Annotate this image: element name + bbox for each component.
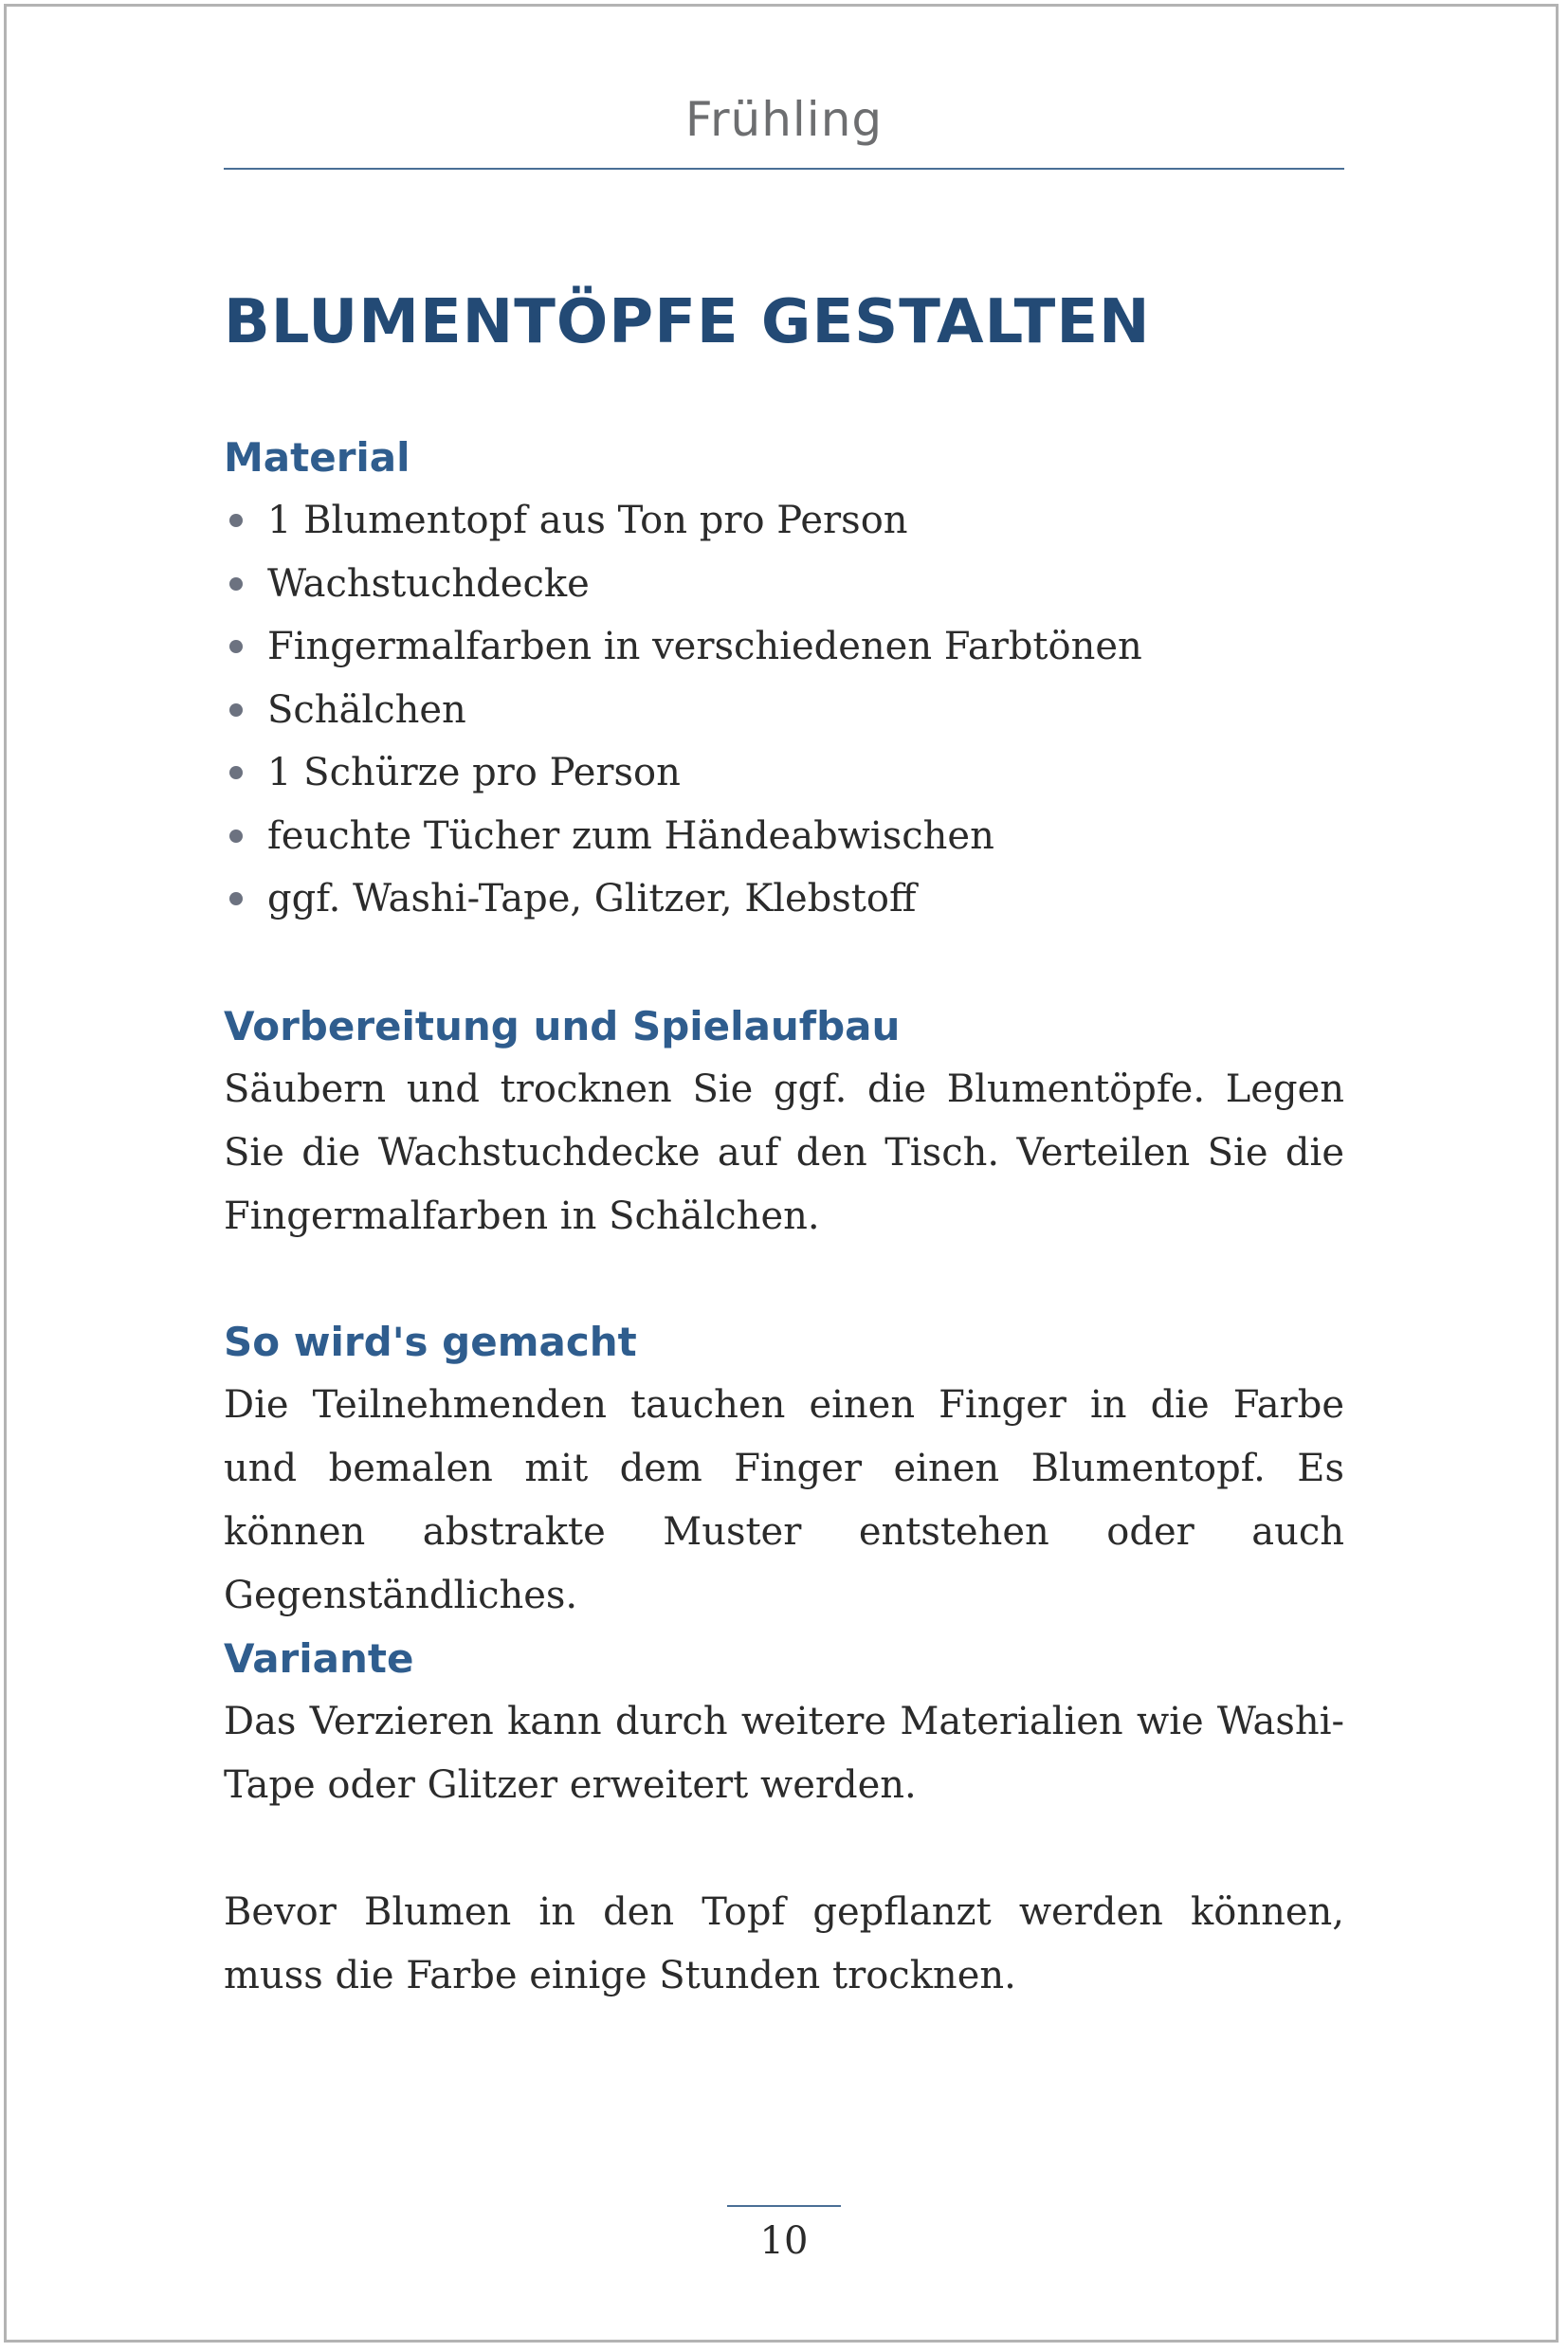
page-title: BLUMENTÖPFE GESTALTEN (224, 287, 1151, 357)
bullet-icon (229, 640, 243, 653)
variante-heading: Variante (224, 1635, 414, 1682)
bullet-icon (229, 892, 243, 905)
list-item: Wachstuchdecke (224, 553, 1344, 616)
anleitung-text: Die Teilnehmenden tauchen einen Finger in die Farbe und bemalen mit dem Finger einen Blumentopf. Es können abstrakte Muster entstehen oder auch Gegenständliches. (224, 1383, 1344, 1617)
page-number: 10 (759, 2219, 809, 2263)
footer-divider (727, 2205, 841, 2207)
list-item: Schälchen (224, 679, 1344, 742)
bullet-icon (229, 577, 243, 591)
variante-section (224, 1628, 1344, 2008)
running-head: Frühling (684, 92, 884, 147)
list-item: ggf. Washi-Tape, Glitzer, Klebstoff (224, 867, 1344, 931)
list-item: Fingermalfarben in verschiedenen Farbtönen (224, 615, 1344, 679)
list-item: 1 Blumentopf aus Ton pro Person (224, 489, 1344, 553)
anleitung-heading: So wird's gemacht (224, 1319, 637, 1365)
variante-note: Bevor Blumen in den Topf gepflanzt werden können, muss die Farbe einige Stunden trocknen. (224, 1890, 1344, 1997)
material-section (224, 427, 1344, 931)
list-item: feuchte Tücher zum Händeabwischen (224, 805, 1344, 868)
bullet-icon (229, 830, 243, 843)
list-item: 1 Schürze pro Person (224, 741, 1344, 805)
material-heading: Material (224, 434, 410, 481)
anleitung-section (224, 1311, 1344, 1628)
bullet-icon (229, 766, 243, 779)
page-content (224, 275, 1344, 1997)
vorbereitung-heading: Vorbereitung und Spielaufbau (224, 1003, 901, 1049)
material-list (224, 489, 1344, 931)
vorbereitung-text: Säubern und trocknen Sie ggf. die Blumentöpfe. Legen Sie die Wachstuchdecke auf den Tisch. Verteilen Sie die Fingermalfarben in Schälchen. (224, 1067, 1344, 1238)
header-divider (224, 168, 1344, 170)
bullet-icon (229, 514, 243, 527)
vorbereitung-section (224, 995, 1344, 1249)
variante-text: Das Verzieren kann durch weitere Materialien wie Washi-Tape oder Glitzer erweitert werden. (224, 1700, 1344, 1807)
bullet-icon (229, 703, 243, 717)
